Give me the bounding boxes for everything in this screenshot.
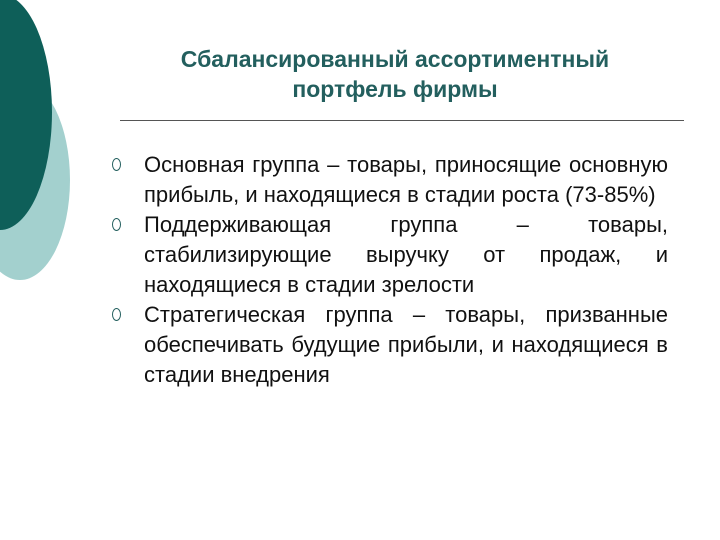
- decorative-circles: [0, 0, 120, 300]
- title-line-2: портфель фирмы: [292, 76, 498, 102]
- title-divider: [120, 120, 684, 121]
- bullet-list: [112, 150, 668, 390]
- hollow-circle-bullet-icon: [112, 308, 121, 321]
- title-line-1: Сбалансированный ассортиментный: [180, 46, 610, 72]
- bullet-text: Основная группа – товары, приносящие основную прибыль, и находящиеся в стадии роста (73-85%): [144, 152, 668, 207]
- slide-title: [110, 44, 680, 104]
- hollow-circle-bullet-icon: [112, 158, 121, 171]
- bullet-text: Поддерживающая группа – товары, стабилизирующие выручку от продаж, и находящиеся в стадии зрелости: [144, 212, 668, 297]
- bullet-item-main-group: [112, 150, 668, 210]
- bullet-item-strategic-group: [112, 300, 668, 390]
- bullet-text: Стратегическая группа – товары, призванные обеспечивать будущие прибыли, и находящиеся в стадии внедрения: [144, 302, 668, 387]
- hollow-circle-bullet-icon: [112, 218, 121, 231]
- bullet-item-support-group: [112, 210, 668, 300]
